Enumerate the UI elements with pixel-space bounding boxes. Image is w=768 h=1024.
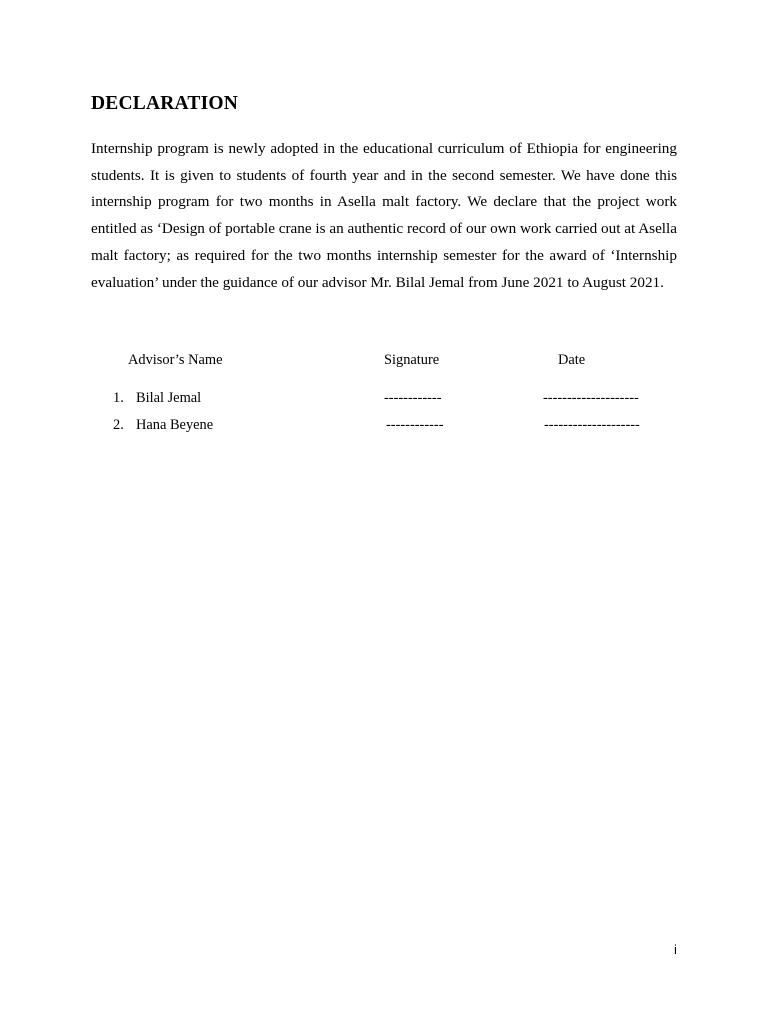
signature-line: ------------ bbox=[386, 417, 444, 433]
advisor-name: Hana Beyene bbox=[136, 417, 214, 433]
date-header: Date bbox=[558, 352, 586, 368]
paragraph-line: students. It is given to students of fourth year and in the second semester. We have done this bbox=[91, 166, 677, 184]
advisor-name: Bilal Jemal bbox=[136, 390, 202, 406]
signature-line: ------------ bbox=[384, 390, 442, 406]
signature-header: Signature bbox=[384, 352, 440, 368]
page-title: DECLARATION bbox=[91, 93, 239, 114]
advisor-name-header: Advisor’s Name bbox=[128, 352, 223, 368]
row-number: 2. bbox=[113, 417, 124, 433]
paragraph-line: malt factory; as required for the two months internship semester for the award of ‘Internship bbox=[91, 246, 677, 264]
paragraph-line: Internship program is newly adopted in the educational curriculum of Ethiopia for engineering bbox=[91, 140, 677, 157]
date-line: -------------------- bbox=[544, 417, 640, 433]
row-number: 1. bbox=[113, 390, 124, 406]
page-number: i bbox=[674, 942, 677, 957]
paragraph-line: internship program for two months in Asella malt factory. We declare that the project work bbox=[91, 193, 677, 211]
date-line: -------------------- bbox=[543, 390, 639, 406]
paragraph-line: evaluation’ under the guidance of our advisor Mr. Bilal Jemal from June 2021 to August 2021. bbox=[91, 273, 664, 291]
paragraph-line: entitled as ‘Design of portable crane is an authentic record of our own work carried out at Asella bbox=[91, 220, 677, 238]
declaration-paragraph bbox=[91, 136, 677, 296]
